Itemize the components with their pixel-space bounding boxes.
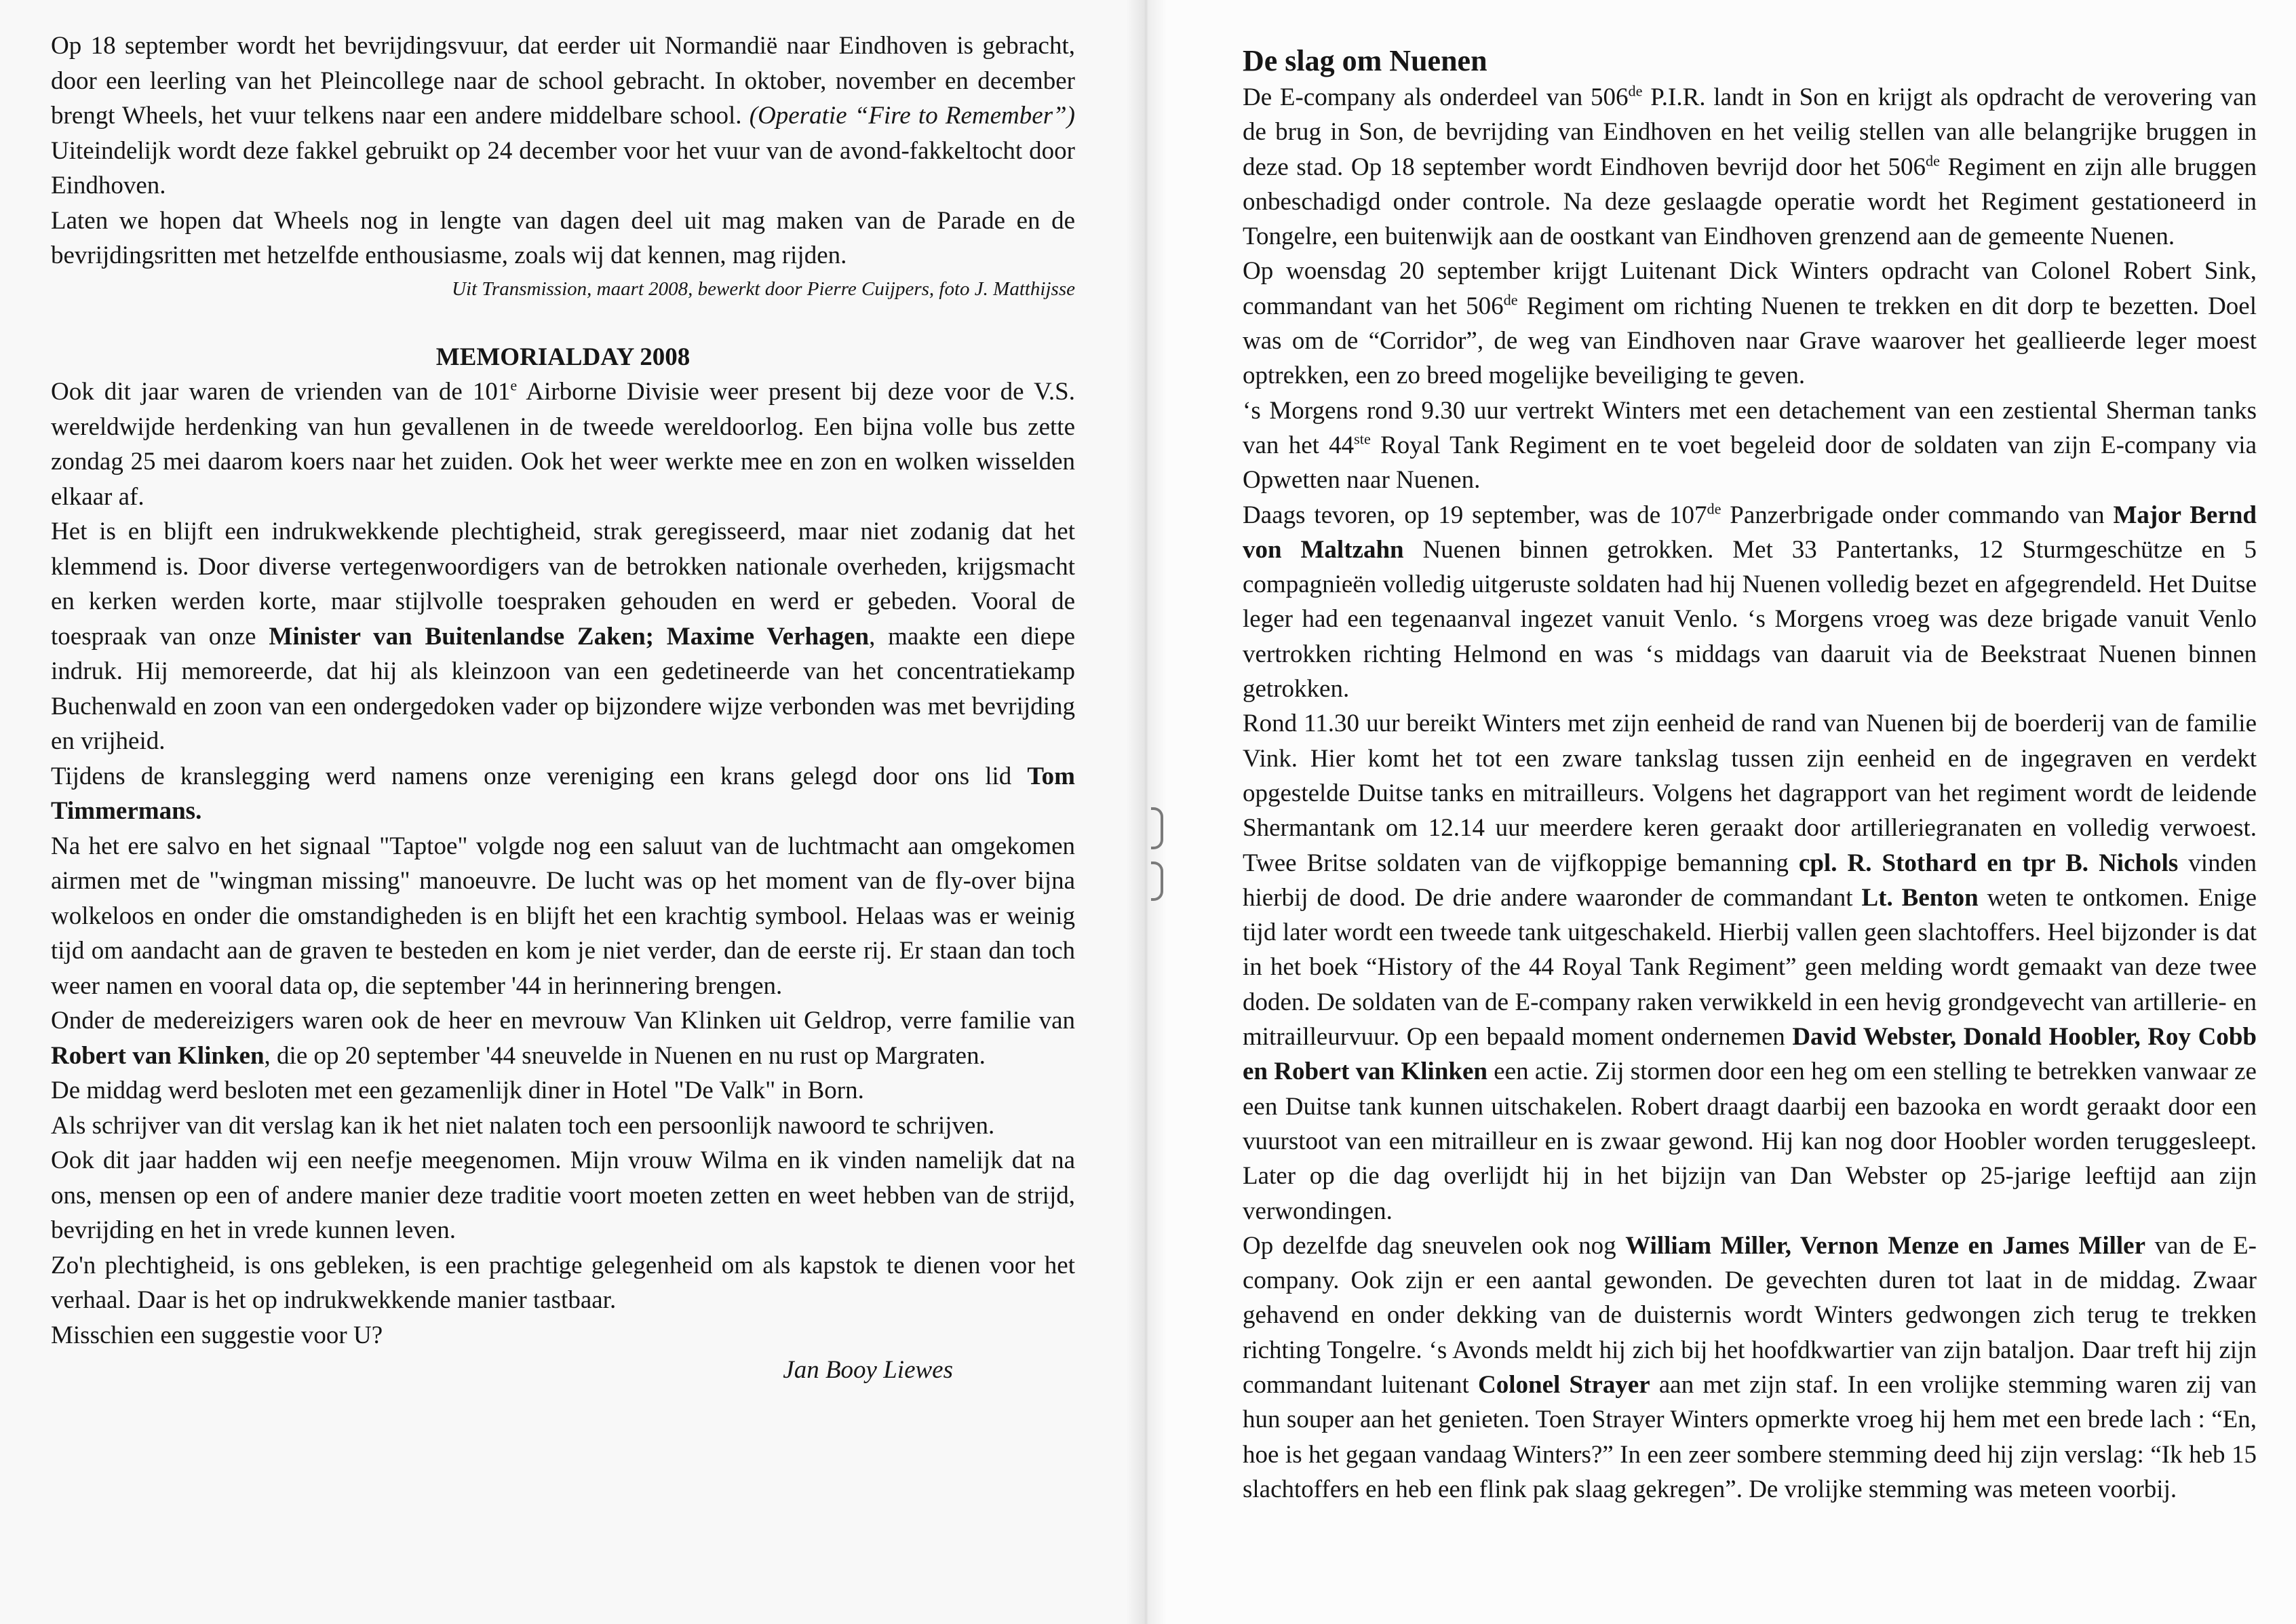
paragraph-dinner: De middag werd besloten met een gezamenlijk diner in Hotel "De Valk" in Born.	[51, 1077, 864, 1104]
paragraph-casualties: Op dezelfde dag sneuvelen ook nog William Miller, Vernon Menze en James Miller van de E-company. Ook zijn er een aantal gewonden. De gevechten duren tot laat in de middag. Zwaar gehavend en onder dekking van de duisternis wordt Winters gedwongen zich terug te trekken richting Tongelre. ‘s Avonds meldt hij zich bij het hoofdkwartier van zijn bataljon. Daar treft hij zijn commandant luitenant Colonel Strayer aan met zijn staf. In een vrolijke stemming waren zij van hun souper aan het genieten. Toen Strayer Winters opmerkte vroeg hij hem met een brede lach : “En, hoe is het gegaan vandaag Winters?” In een zeer sombere stemming deed hij zijn verslag: “Ik heb 15 slachtoffers en heb een flink pak slaag gekregen”. De vrolijke stemming was meteen voorbij.	[1243, 1231, 2257, 1503]
paragraph-suggestion: Misschien een suggestie voor U?	[51, 1321, 383, 1349]
bold-robert-van-klinken: Robert van Klinken	[51, 1041, 265, 1070]
staple-top	[1151, 807, 1163, 849]
staple-bottom	[1151, 862, 1163, 901]
paragraph-wheels: Laten we hopen dat Wheels nog in lengte van dagen deel uit mag maken van de Parade en de bevrijdingsritten met hetzelfde enthousiasme, zoals wij dat kennen, mag rijden.	[51, 206, 1075, 269]
paragraph-morning: ‘s Morgens rond 9.30 uur vertrekt Winters met een detachement van een zestiental Sherman tanks van het 44ste Royal Tank Regiment en te voet begeleid door de soldaten van zijn E-company via Opwetten naar Nuenen.	[1243, 396, 2257, 495]
paragraph-van-klinken: Onder de medereizigers waren ook de heer en mevrouw Van Klinken uit Geldrop, verre familie van Robert van Klinken, die op 20 september '44 sneuvelde in Nuenen en nu rust op Margraten.	[51, 1007, 1075, 1070]
paragraph-orders: Op woensdag 20 september krijgt Luitenant Dick Winters opdracht van Colonel Robert Sink, commandant van het 506de Regiment om richting Nuenen te trekken en dit dorp te bezetten. Doel was om de “Corridor”, de weg van Eindhoven naar Grave waarover het geallieerde leger moest optrekken, een zo breed mogelijke beveiliging te geven.	[1243, 257, 2257, 390]
paragraph-fire-to-remember: Op 18 september wordt het bevrijdingsvuur, dat eerder uit Normandië naar Eindhoven is gebracht, door een leerling van het Pleincollege naar de school gebracht. In oktober, november en december brengt Wheels, het vuur telkens naar een andere middelbare school. (Operatie “Fire to Remember”) Uiteindelijk wordt deze fakkel gebruikt op 24 december voor het vuur van de avond-fakkeltocht door Eindhoven.	[51, 32, 1076, 199]
memorialday-heading: MEMORIALDAY 2008	[435, 343, 690, 371]
bold-crew-names: cpl. R. Stothard en tpr B. Nichols	[1798, 849, 2179, 877]
bold-fallen-names: William Miller, Vernon Menze en James Miller	[1625, 1231, 2146, 1260]
paragraph-nephew: Ook dit jaar hadden wij een neefje meegenomen. Mijn vrouw Wilma en ik vinden namelijk dat na ons, mensen op een of andere manier deze traditie voort moeten zetten en weet hebben van de strijd, bevrijding en het in vrede kunnen leven.	[51, 1146, 1075, 1244]
bold-soldier-names: David Webster, Donald Hoobler, Roy Cobb en Robert van Klinken	[1243, 1023, 2257, 1086]
left-page	[0, 0, 1146, 1624]
bold-member-name: Tom Timmermans.	[51, 762, 1075, 825]
italic-operation-name: (Operatie “Fire to Remember”)	[749, 102, 1076, 130]
paragraph-memorialday-intro: Ook dit jaar waren de vrienden van de 101e Airborne Divisie weer present bij deze voor de V.S. wereldwijde herdenking van hun gevallenen in de tweede wereldoorlog. Een bijna volle bus zette zondag 25 mei daarom koers naar het zuiden. Ook het weer werkte mee en zon en wolken wisselden elkaar af.	[51, 376, 1075, 511]
article-title: De slag om Nuenen	[1243, 44, 1487, 77]
article-credit: Uit Transmission, maart 2008, bewerkt door Pierre Cuijpers, foto J. Matthijsse	[452, 277, 1075, 300]
left-column	[51, 28, 1075, 1388]
bold-minister: Minister van Buitenlandse Zaken; Maxime Verhagen	[269, 622, 870, 651]
paragraph-afterword-intro: Als schrijver van dit verslag kan ik het niet nalaten toch een persoonlijk nawoord te schrijven.	[51, 1111, 995, 1140]
paragraph-e-company: De E-company als onderdeel van 506de P.I.R. landt in Son en krijgt als opdracht de verovering van de brug in Son, de bevrijding van Eindhoven en het veilig stellen van alle belangrijke bruggen in deze stad. Op 18 september wordt Eindhoven bevrijd door het 506de Regiment en zijn alle bruggen onbeschadigd onder controle. Na deze geslaagde operatie wordt het Regiment gestationeerd in Tongelre, een buitenwijk aan de oostkant van Eindhoven grenzend aan de gemeente Nuenen.	[1243, 82, 2257, 251]
paragraph-ceremony-story: Zo'n plechtigheid, is ons gebleken, is een prachtige gelegenheid om als kapstok te dienen voor het verhaal. Daar is het op indrukwekkende manier tastbaar.	[51, 1251, 1075, 1314]
right-column	[1243, 42, 2257, 1507]
paragraph-ceremony: Het is en blijft een indrukwekkende plechtigheid, strak geregisseerd, maar niet zodanig dat het klemmend is. Door diverse vertegenwoordigers van de betrokken nationale overheden, krijgsmacht en kerken werden korte, maar stijlvolle toespraken gehouden en werd er gebeden. Vooral de toespraak van onze Minister van Buitenlandse Zaken; Maxime Verhagen, maakte een diepe indruk. Hij memoreerde, dat hij als kleinzoon van een gedetineerde van het concentratiekamp Buchenwald en zoon van een ondergedoken vader op bijzondere wijze verbonden was met bevrijding en vrijheid.	[51, 518, 1076, 755]
paragraph-salute: Na het ere salvo en het signaal "Taptoe" volgde nog een saluut van de luchtmacht aan omgekomen airmen met de "wingman missing" manoeuvre. De lucht was op het moment van de fly-over bijna wolkeloos en onder die omstandigheden is en blijft het een krachtig symbool. Helaas was er weinig tijd om aandacht aan de graven te besteden en kom je niet verder, dan de eerste rij. Er staan dan toch weer namen en vooral data op, die september '44 in herinnering brengen.	[51, 832, 1075, 1000]
author-signature: Jan Booy Liewes	[783, 1356, 953, 1384]
bold-strayer: Colonel Strayer	[1478, 1370, 1650, 1399]
paragraph-panzerbrigade: Daags tevoren, op 19 september, was de 107de Panzerbrigade onder commando van Major Bernd von Maltzahn Nuenen binnen getrokken. Met 33 Pantertanks, 12 Sturmgeschütze en 5 compagnieën volledig uitgeruste soldaten had hij Nuenen volledig bezet en afgegrendeld. Het Duitse leger had een tegenaanval ingezet vanuit Venlo. ‘s Morgens vroeg was deze brigade vanuit Venlo vertrokken richting Helmond en was ‘s middags van daaruit via de Beekstraat Nuenen binnen getrokken.	[1243, 500, 2257, 703]
bold-benton: Lt. Benton	[1861, 883, 1979, 912]
paragraph-tank-battle: Rond 11.30 uur bereikt Winters met zijn eenheid de rand van Nuenen bij de boerderij van de familie Vink. Hier komt het tot een zware tankslag tussen zijn eenheid en de ingegraven en verdekt opgestelde Duitse tanks en mitrailleurs. Volgens het dagrapport van het regiment wordt de leidende Shermantank om 12.14 uur meerdere keren geraakt door artilleriegranaten en volledig verwoest. Twee Britse soldaten van de vijfkoppige bemanning cpl. R. Stothard en tpr B. Nichols vinden hierbij de dood. De drie andere waaronder de commandant Lt. Benton weten te ontkomen. Enige tijd later wordt een tweede tank uitgeschakeld. Hierbij vallen geen slachtoffers. Heel bijzonder is dat in het boek “History of the 44 Royal Tank Regiment” geen melding wordt gemaakt van deze twee doden. De soldaten van de E-company raken verwikkeld in een hevig grondgevecht van artillerie- en mitrailleurvuur. Op een bepaald moment ondernemen David Webster, Donald Hoobler, Roy Cobb en Robert van Klinken een actie. Zij stormen door een heg om een stelling te betrekken vanwaar ze een Duitse tank kunnen uitschakelen. Robert draagt daarbij een bazooka en wordt geraakt door een vuurstoot van een mitrailleur en is zwaar gewond. Hij kan nog door Hoobler worden teruggesleept. Later op die dag overlijdt hij in het bijzijn van Dan Webster op 25-jarige leeftijd aan zijn verwondingen.	[1243, 710, 2257, 1225]
paragraph-wreath: Tijdens de kranslegging werd namens onze vereniging een krans gelegd door ons lid Tom Timmermans.	[51, 762, 1075, 825]
bold-von-maltzahn: Major Bernd von Maltzahn	[1243, 501, 2257, 564]
